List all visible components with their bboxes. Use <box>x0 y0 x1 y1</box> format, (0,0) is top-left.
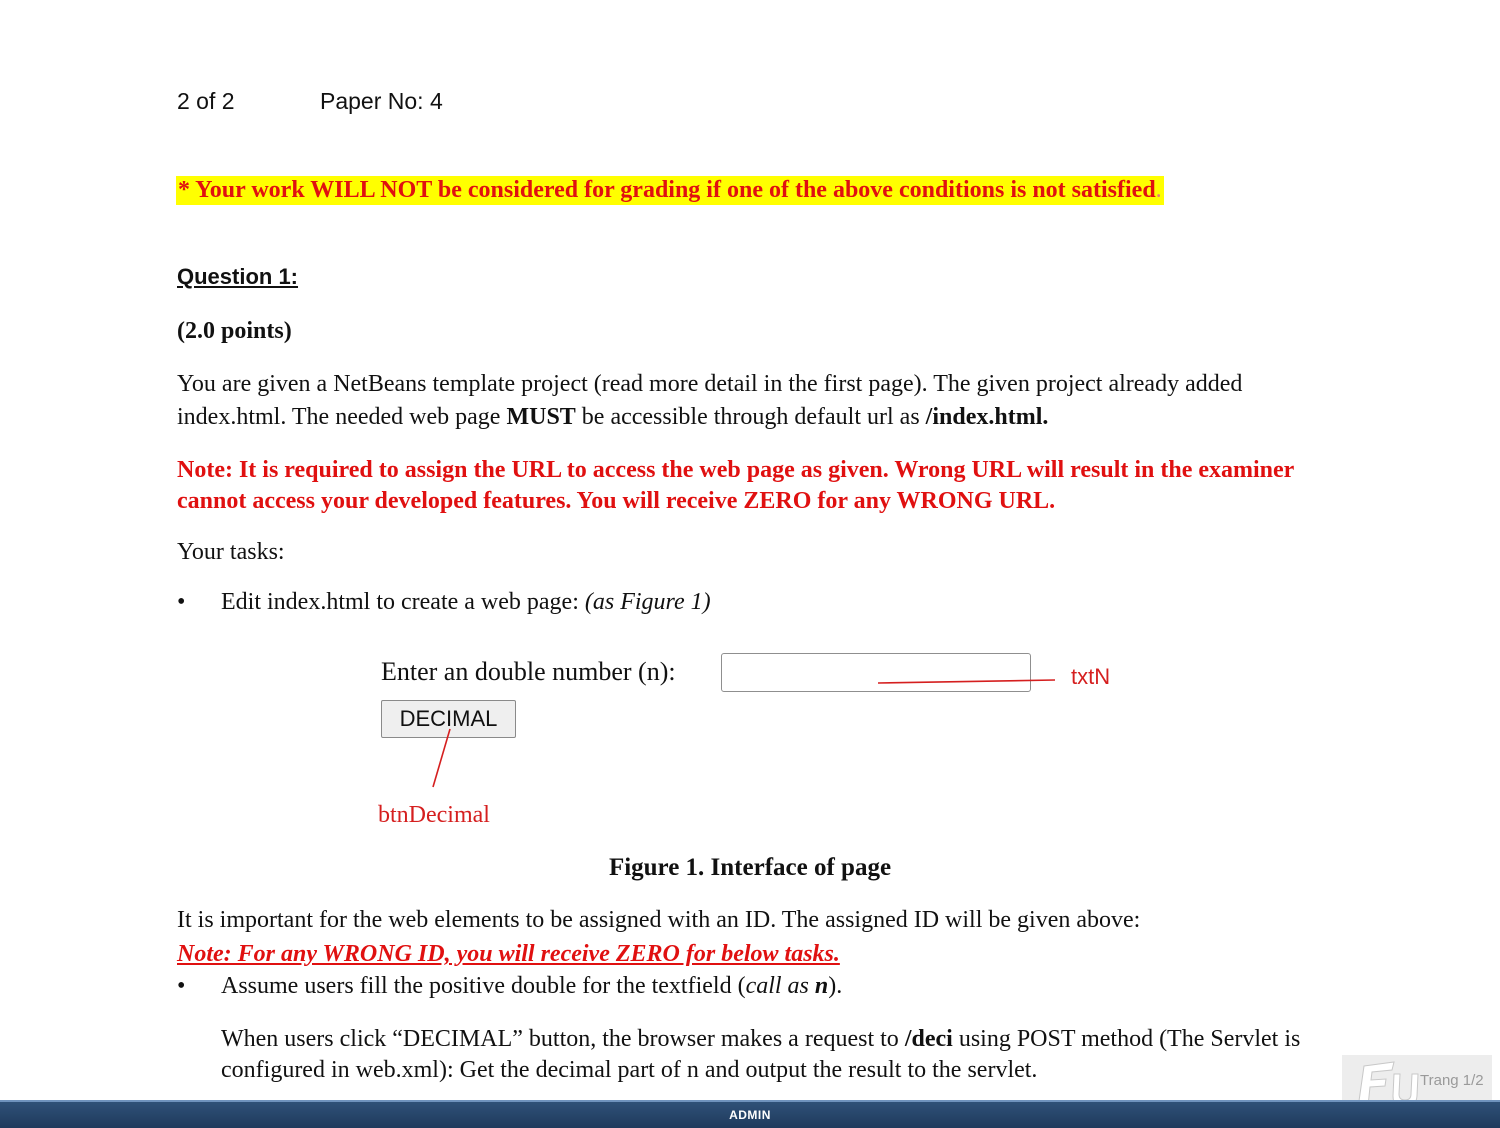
tasks-label: Your tasks: <box>177 539 285 565</box>
id-note: Note: For any WRONG ID, you will receive ZERO for below tasks. <box>177 941 840 967</box>
bullet-icon: • <box>177 589 186 615</box>
footer-label: ADMIN <box>729 1108 771 1122</box>
servlet-path: /deci <box>904 1026 953 1052</box>
task-2-text-2: ). <box>828 973 843 999</box>
url-note: Note: It is required to assign the URL to access the web page as given. Wrong URL will result in the examiner cannot access your developed features. You will receive ZERO for any WRONG URL. <box>177 457 1294 514</box>
task-2-detail-text-1: When users click “DECIMAL” button, the browser makes a request to <box>221 1026 905 1052</box>
task-2-variable: n <box>814 973 829 999</box>
figure-caption: Figure 1. Interface of page <box>608 854 892 881</box>
task-2-detail-text-2: using POST method (The Servlet is configured in web.xml): Get the decimal part of n and output the result to the servlet. <box>221 1026 1301 1083</box>
intro-text-2: be accessible through default url as <box>575 404 926 430</box>
figure-decimal-button: DECIMAL <box>381 700 516 738</box>
btnDecimal-annotation: btnDecimal <box>378 802 490 828</box>
figure-input-label: Enter an double number (n): <box>381 657 676 686</box>
task-1-text: Edit index.html to create a web page: <box>221 589 585 615</box>
question-title: Question 1: <box>177 264 299 289</box>
page-counter: 2 of 2 <box>177 88 235 114</box>
btnDecimal-pointer-line <box>433 729 450 787</box>
footer-bar <box>0 1100 1500 1128</box>
task-2-text-1: Assume users fill the positive double for the textfield ( <box>221 973 746 999</box>
figure-reference: (as Figure 1) <box>584 589 711 615</box>
bullet-icon: • <box>177 973 186 999</box>
txtN-annotation: txtN <box>1071 664 1111 689</box>
question-points: (2.0 points) <box>177 318 292 344</box>
id-paragraph: It is important for the web elements to be assigned with an ID. The assigned ID will be given above: <box>177 907 1141 933</box>
grading-warning-text: * Your work WILL NOT be considered for grading if one of the above conditions is not satisfied <box>178 177 1156 203</box>
intro-text-1: You are given a NetBeans template project (read more detail in the first page). The given project already added index.html. The needed web page <box>177 371 1243 430</box>
task-2-detail <box>221 1024 1331 1086</box>
task-2-call: call as <box>745 973 815 999</box>
page-indicator: Trang 1/2 <box>1420 1072 1484 1089</box>
intro-must: MUST <box>506 404 576 430</box>
txtN-pointer-line <box>878 680 1055 683</box>
intro-url: /index.html. <box>925 404 1049 430</box>
paper-number: Paper No: 4 <box>320 88 443 114</box>
grading-warning-period: . <box>1155 177 1162 203</box>
